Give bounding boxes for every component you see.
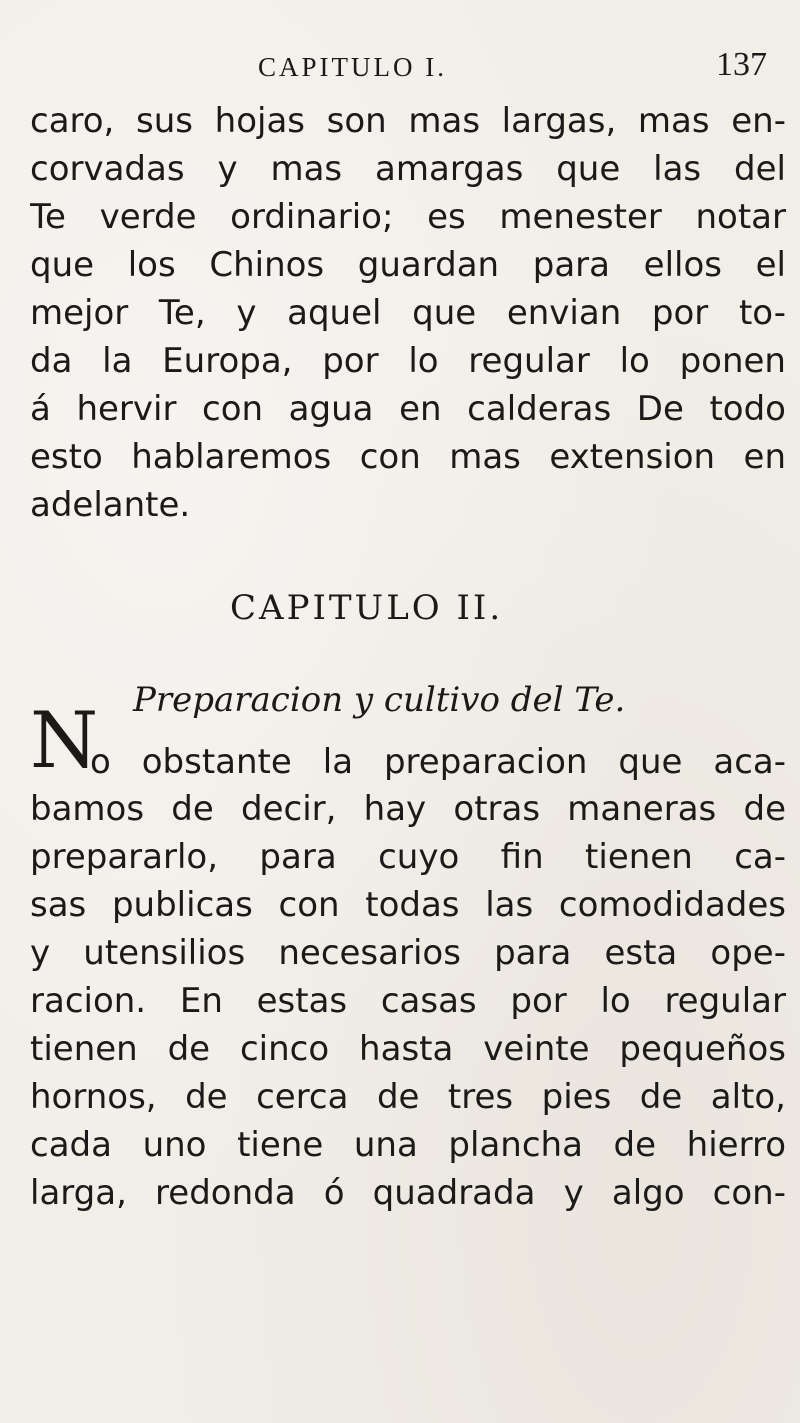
- paragraph-top: [30, 97, 786, 529]
- text-line: prepararlo, para cuyo fin tienen ca-: [30, 837, 786, 877]
- text-line: larga, redonda ó quadrada y algo con-: [30, 1173, 786, 1213]
- text-line: y utensilios necesarios para esta ope-: [30, 933, 786, 973]
- paragraph-main: [30, 785, 786, 1217]
- running-head-title: CAPITULO I.: [258, 52, 447, 82]
- chapter-heading: CAPITULO II.: [230, 588, 504, 628]
- drop-cap: N: [30, 696, 99, 786]
- text-line: bamos de decir, hay otras maneras de: [30, 789, 786, 829]
- text-line: que los Chinos guardan para ellos el: [30, 245, 786, 285]
- text-line-first: o obstante la preparacion que aca-: [90, 742, 786, 782]
- chapter-subtitle: Preparacion y cultivo del Te.: [133, 680, 626, 720]
- text-line: Te verde ordinario; es menester notar: [30, 197, 786, 237]
- text-line: da la Europa, por lo regular lo ponen: [30, 341, 786, 381]
- text-line: sas publicas con todas las comodidades: [30, 885, 786, 925]
- text-line: caro, sus hojas son mas largas, mas en-: [30, 101, 786, 141]
- text-line: esto hablaremos con mas extension en: [30, 437, 786, 477]
- text-line: corvadas y mas amargas que las del: [30, 149, 786, 189]
- text-line: hornos, de cerca de tres pies de alto,: [30, 1077, 786, 1117]
- page-number: 137: [716, 46, 767, 83]
- text-line: racion. En estas casas por lo regular: [30, 981, 786, 1021]
- text-line: tienen de cinco hasta veinte pequeños: [30, 1029, 786, 1069]
- text-line: á hervir con agua en calderas De todo: [30, 389, 786, 429]
- text-line: adelante.: [30, 485, 191, 525]
- text-line: mejor Te, y aquel que envian por to-: [30, 293, 786, 333]
- text-line: cada uno tiene una plancha de hierro: [30, 1125, 786, 1165]
